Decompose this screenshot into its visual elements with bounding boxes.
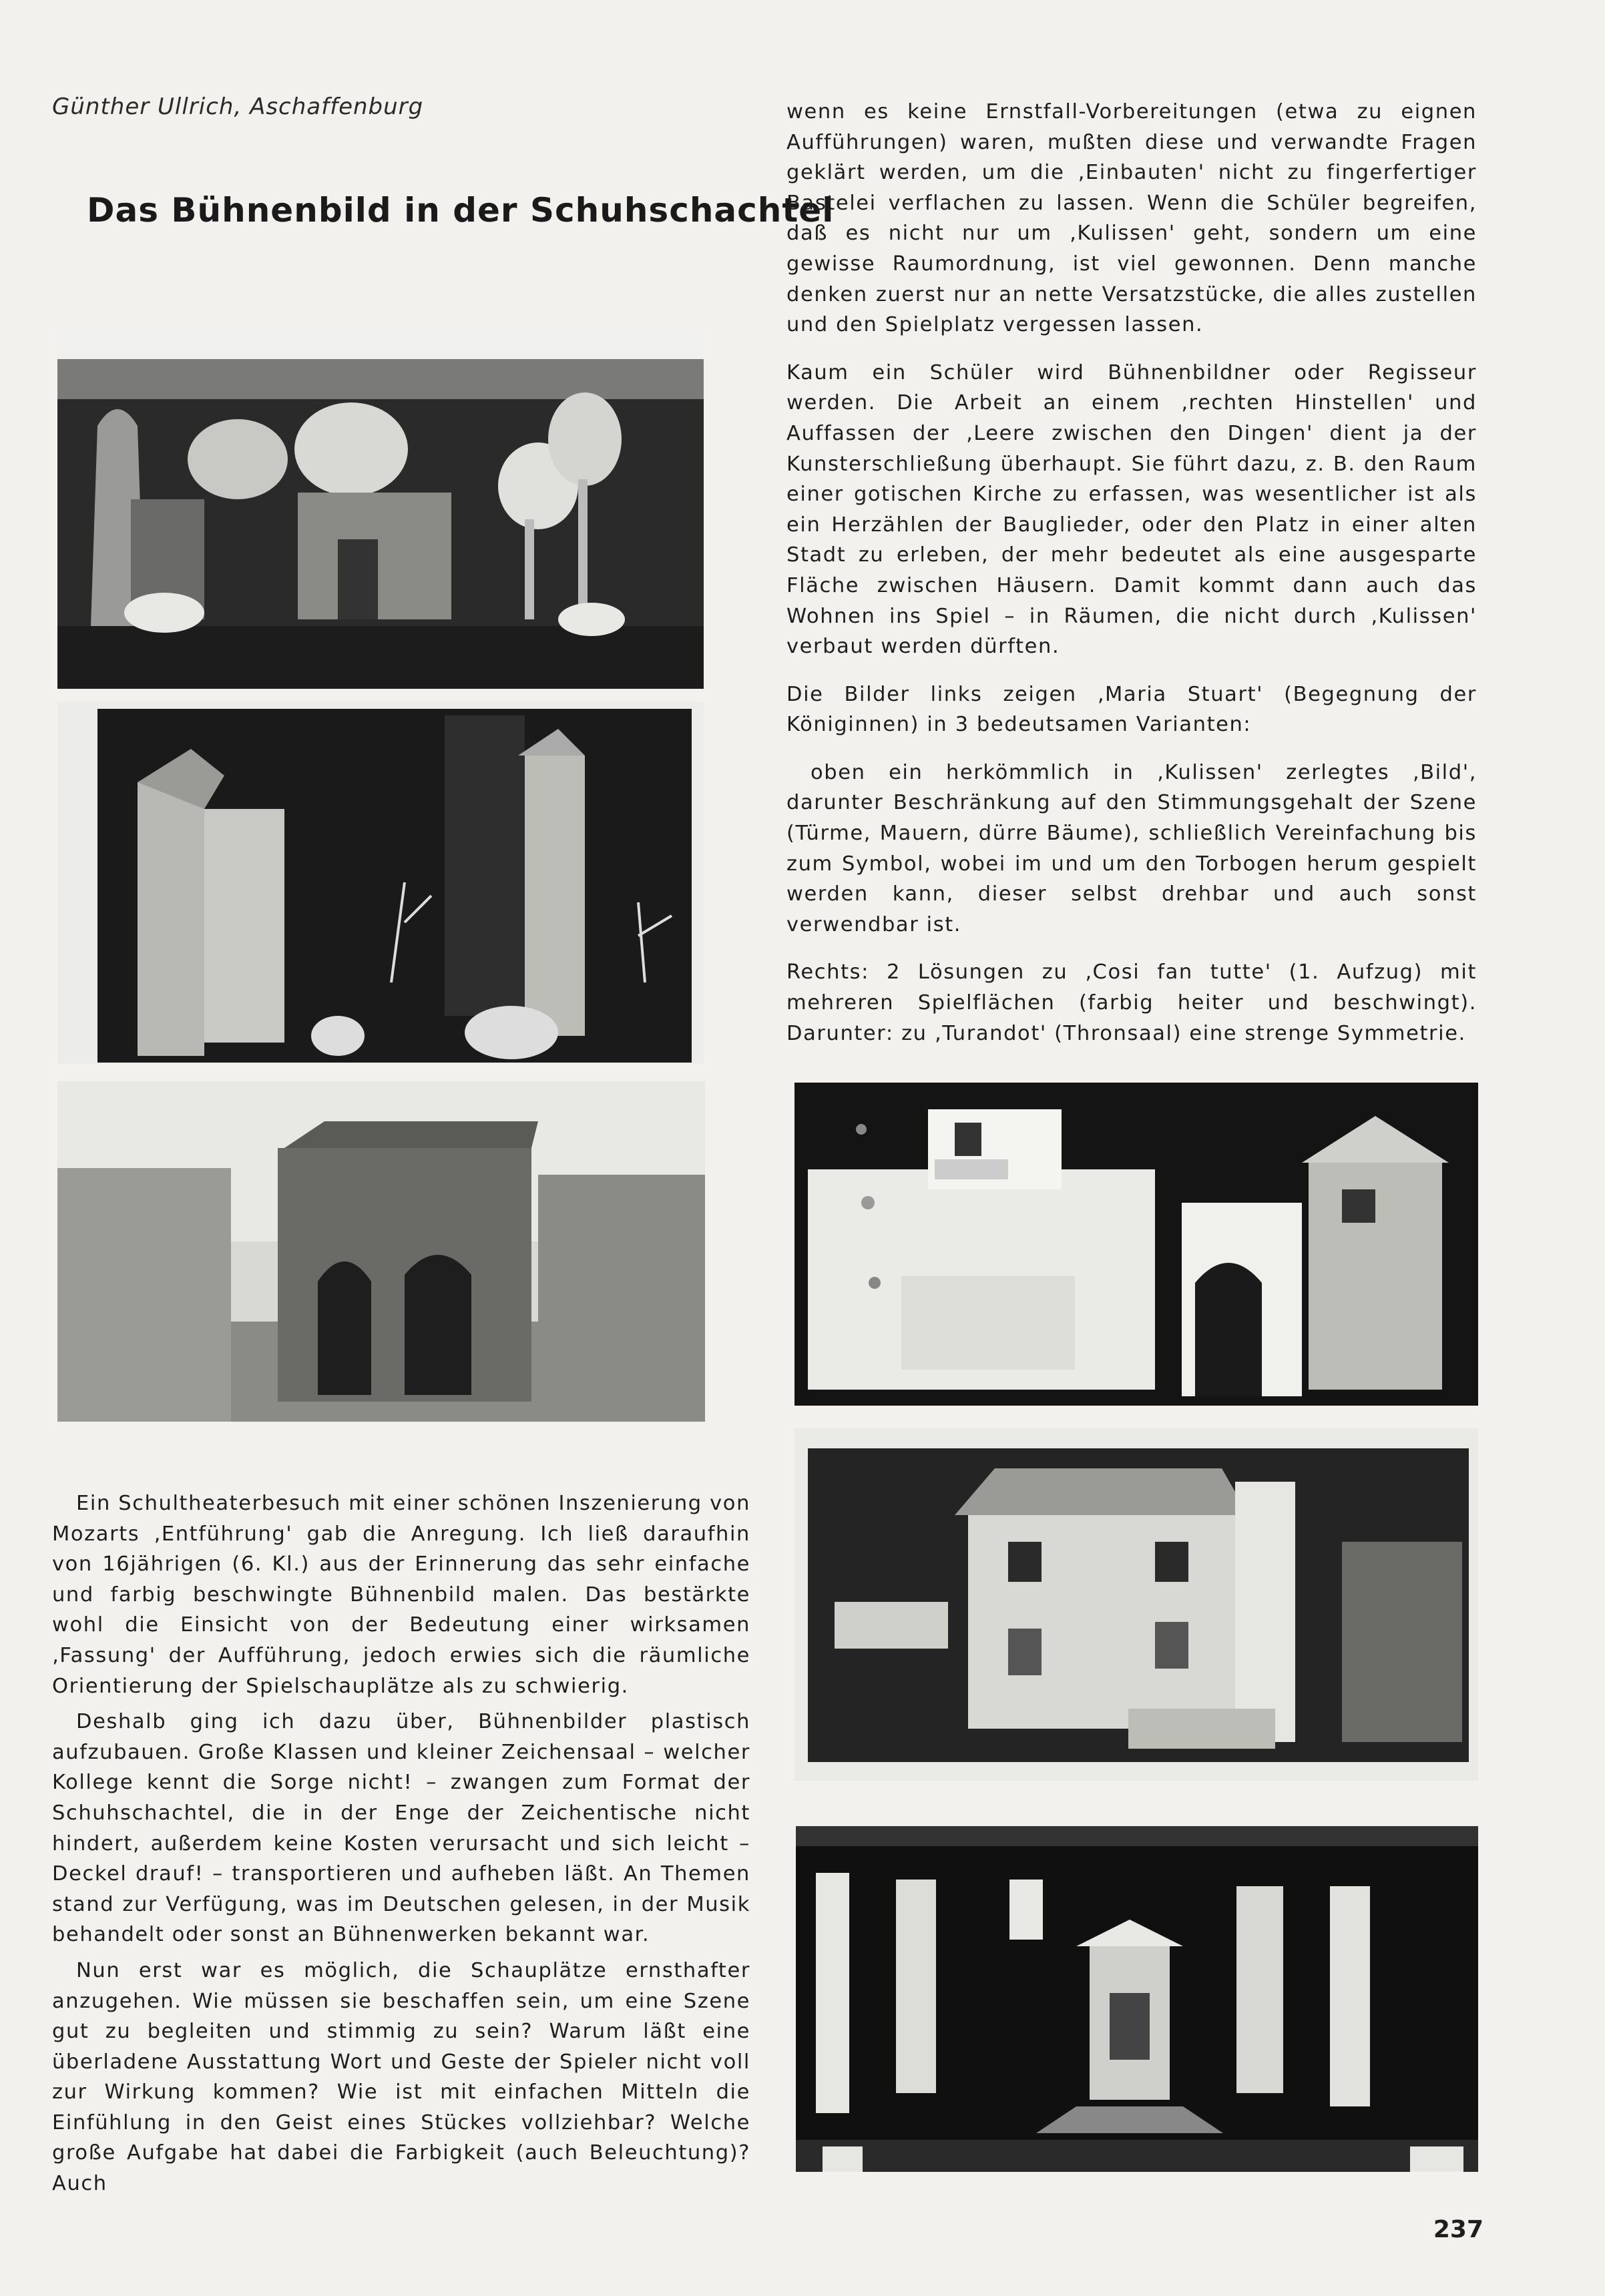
paragraph: Deshalb ging ich dazu über, Bühnenbilder plastisch aufzubauen. Große Klassen und kleiner Zeichensaal – welcher Kollege kennt die Sorge nicht! – zwangen zum Format der Schuhschachtel, die in der Enge der Zeichentische nicht hindert, außerdem keine Kosten verursacht und sich leicht – Deckel drauf! – transportieren und aufheben läßt. An Themen stand zur Verfügung, was im Deutschen gelesen, in der Musik behandelt oder sonst an Bühnenwerken bekannt war. [52, 1710, 750, 1947]
paragraph: Kaum ein Schüler wird Bühnenbildner oder Regisseur werden. Die Arbeit an einem ‚rechten Hinstellen' und Auffassen der ‚Leere zwischen den Dingen' dient ja der Kunsterschließung überhaupt. Sie führt dazu, z. B. den Raum einer gotischen Kirche zu erfassen, was wesentlicher ist als ein Herzählen der Bauglieder, oder den Platz in einer alten Stadt zu erleben, der mehr bedeutet als eine ausgesparte Fläche zwischen Häusern. Damit kommt dann auch das Wohnen ins Spiel – in Räumen, die nicht durch ‚Kulissen' verbaut werden dürften. [786, 360, 1477, 659]
photo-turandot-throne-room [796, 1826, 1478, 2172]
photo-maria-stuart-towers [57, 702, 704, 1064]
author-line: Günther Ullrich, Aschaffenburg [52, 93, 424, 120]
photo-maria-stuart-archway [57, 1081, 705, 1422]
page-number: 237 [1433, 2216, 1483, 2243]
paragraph: Nun erst war es möglich, die Schauplätze ernsthafter anzugehen. Wie müssen sie beschaffen sein, um eine Szene gut zu begleiten und stimmig zu sein? Warum läßt eine überladene Ausstattung Wort und Geste der Spieler nicht voll zur Wirkung kommen? Wie ist mit einfachen Mitteln die Einfühlung in den Geist eines Stückes vollziehbar? Welche große Aufgabe hat dabei die Farbigkeit (auch Beleuchtung)? Auch [52, 1958, 750, 2196]
photo-maria-stuart-wings [57, 332, 704, 689]
paragraph: oben ein herkömmlich in ‚Kulissen' zerlegtes ‚Bild', darunter Beschränkung auf den Stimmungsgehalt der Szene (Türme, Mauern, dürre Bäume), schließlich Vereinfachung bis zum Symbol, wobei im und um den Torbogen herum gespielt werden kann, dieser selbst drehbar und auch sonst verwendbar ist. [786, 760, 1477, 936]
paragraph: Ein Schultheaterbesuch mit einer schönen Inszenierung von Mozarts ‚Entführung' gab die Anregung. Ich ließ daraufhin von 16jährigen (6. Kl.) aus der Erinnerung das sehr einfache und farbig beschwingte Bühnenbild malen. Das bestärkte wohl die Einsicht von der Bedeutung einer wirksamen ‚Fassung' der Aufführung, jedoch erwies sich die räumliche Orientierung der Spielschauplätze als zu schwierig. [52, 1492, 750, 1698]
right-text-column [786, 97, 1477, 1066]
left-text-column [52, 1488, 750, 2217]
photo-cosi-fan-tutte-1 [794, 1083, 1478, 1406]
paragraph: Die Bilder links zeigen ‚Maria Stuart' (Begegnung der Königinnen) in 3 bedeutsamen Varianten: [786, 682, 1477, 737]
article-title: Das Bühnenbild in der Schuhschachtel [87, 191, 835, 230]
paragraph: Rechts: 2 Lösungen zu ‚Cosi fan tutte' (1. Aufzug) mit mehreren Spielflächen (farbig heiter und beschwingt). Darunter: zu ‚Turandot' (Thronsaal) eine strenge Symmetrie. [786, 960, 1477, 1045]
paragraph: wenn es keine Ernstfall-Vorbereitungen (etwa zu eignen Aufführungen) waren, mußten diese und verwandte Fragen geklärt werden, um die ‚Einbauten' nicht zu fingerfertiger Bastelei verflachen zu lassen. Wenn die Schüler begreifen, daß es nicht nur um ‚Kulissen' geht, sondern um eine gewisse Raumordnung, ist viel gewonnen. Denn manche denken zuerst nur an nette Versatzstücke, die alles zustellen und den Spielplatz vergessen lassen. [786, 100, 1477, 337]
photo-cosi-fan-tutte-2 [794, 1428, 1478, 1781]
